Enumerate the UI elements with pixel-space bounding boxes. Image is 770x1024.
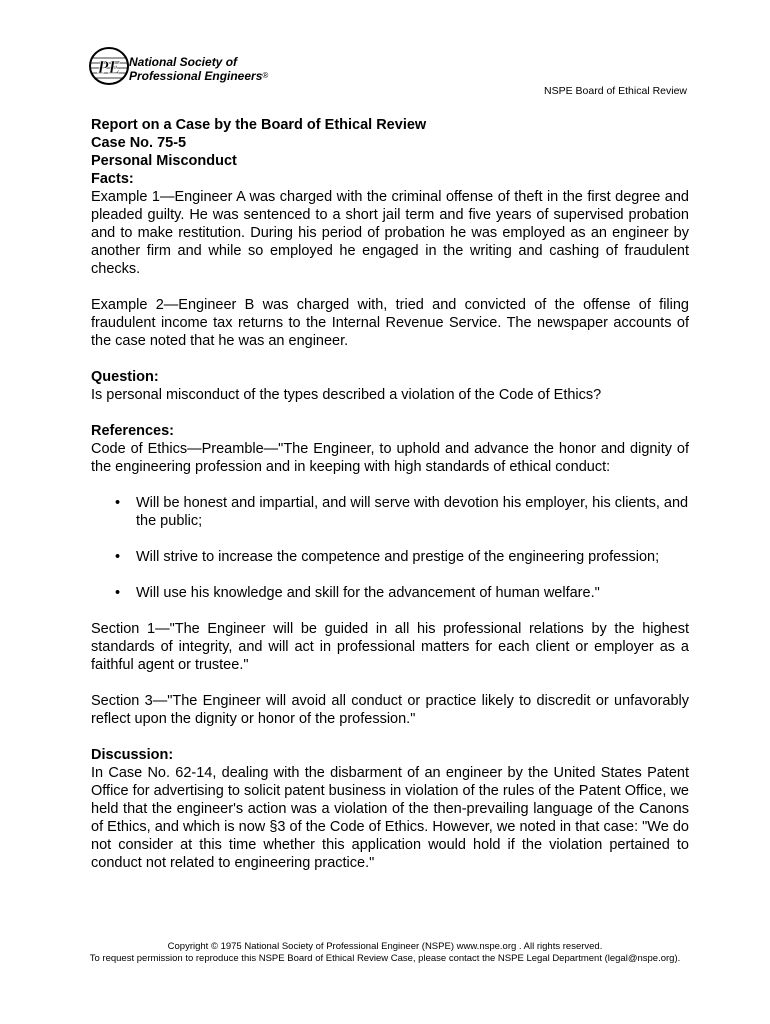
logo-letters: PE [97,57,121,77]
bullet-icon: • [115,495,121,511]
document-body [91,116,689,872]
bullet-text: Will be honest and impartial, and will serve with devotion his employer, his clients, and the public; [136,495,689,529]
references-section-3: Section 3—"The Engineer will avoid all conduct or practice likely to discredit or unfavorably reflect upon the dignity or honor of the profession." [91,693,689,727]
discussion-heading: Discussion: [91,747,174,763]
facts-example-2: Example 2—Engineer B was charged with, tried and convicted of the offense of filing fraudulent income tax returns to the Internal Revenue Service. The newspaper accounts of the case noted that he was an engineer. [91,297,689,349]
footer-copyright: Copyright © 1975 National Society of Professional Engineer (NSPE) www.nspe.org . All rights reserved. [167,941,603,952]
page-footer [0,941,770,965]
footer-permission: To request permission to reproduce this NSPE Board of Ethical Review Case, please contact the NSPE Legal Department (legal@nspe.org). [89,953,681,964]
org-name-line2: Professional Engineers [129,69,263,83]
bullet-icon: • [115,585,121,601]
org-name-line1: National Society of [129,55,238,69]
bullet-text: Will use his knowledge and skill for the advancement of human welfare." [136,585,600,601]
preamble-bullet-list [91,494,689,602]
nspe-logo-mark-icon [89,46,133,86]
question-heading: Question: [91,369,159,385]
facts-example-1: Example 1—Engineer A was charged with the criminal offense of theft in the first degree and pleaded guilty. He was sentenced to a short jail term and five years of supervised probation and to make restitution. During his period of probation he was employed as an engineer by another firm and while so employed he engaged in the writing and cashing of fraudulent checks. [91,189,689,277]
bullet-text: Will strive to increase the competence and prestige of the engineering profession; [136,549,660,565]
page-title: Report on a Case by the Board of Ethical Review [91,117,427,133]
question-text: Is personal misconduct of the types described a violation of the Code of Ethics? [91,387,602,403]
case-subject: Personal Misconduct [91,153,237,169]
list-item [91,584,689,602]
list-item [91,494,689,530]
nspe-logo [89,46,329,90]
list-item [91,548,689,566]
bullet-icon: • [115,549,121,565]
references-section-1: Section 1—"The Engineer will be guided in all his professional relations by the highest standards of integrity, and will act in professional matters for each client or employer as a faithful agent or trustee." [91,621,689,673]
discussion-text: In Case No. 62-14, dealing with the disbarment of an engineer by the United States Patent Office for advertising to solicit patent business in violation of the rules of the Patent Office, we held that the engineer's action was a violation of the then-prevailing language of the Canons of Ethics, and which is now §3 of the Code of Ethics. However, we noted in that case: "We do not consider at this time whether this application would hold if the violation pertained to conduct not related to engineering practice." [91,765,689,871]
facts-heading: Facts: [91,171,134,187]
references-heading: References: [91,423,175,439]
case-number: Case No. 75-5 [91,135,187,151]
registered-mark: ® [262,71,269,80]
board-label: NSPE Board of Ethical Review [544,85,687,97]
org-name [129,56,268,83]
references-preamble: Code of Ethics—Preamble—"The Engineer, to uphold and advance the honor and dignity of the engineering profession and in keeping with high standards of ethical conduct: [91,441,689,475]
